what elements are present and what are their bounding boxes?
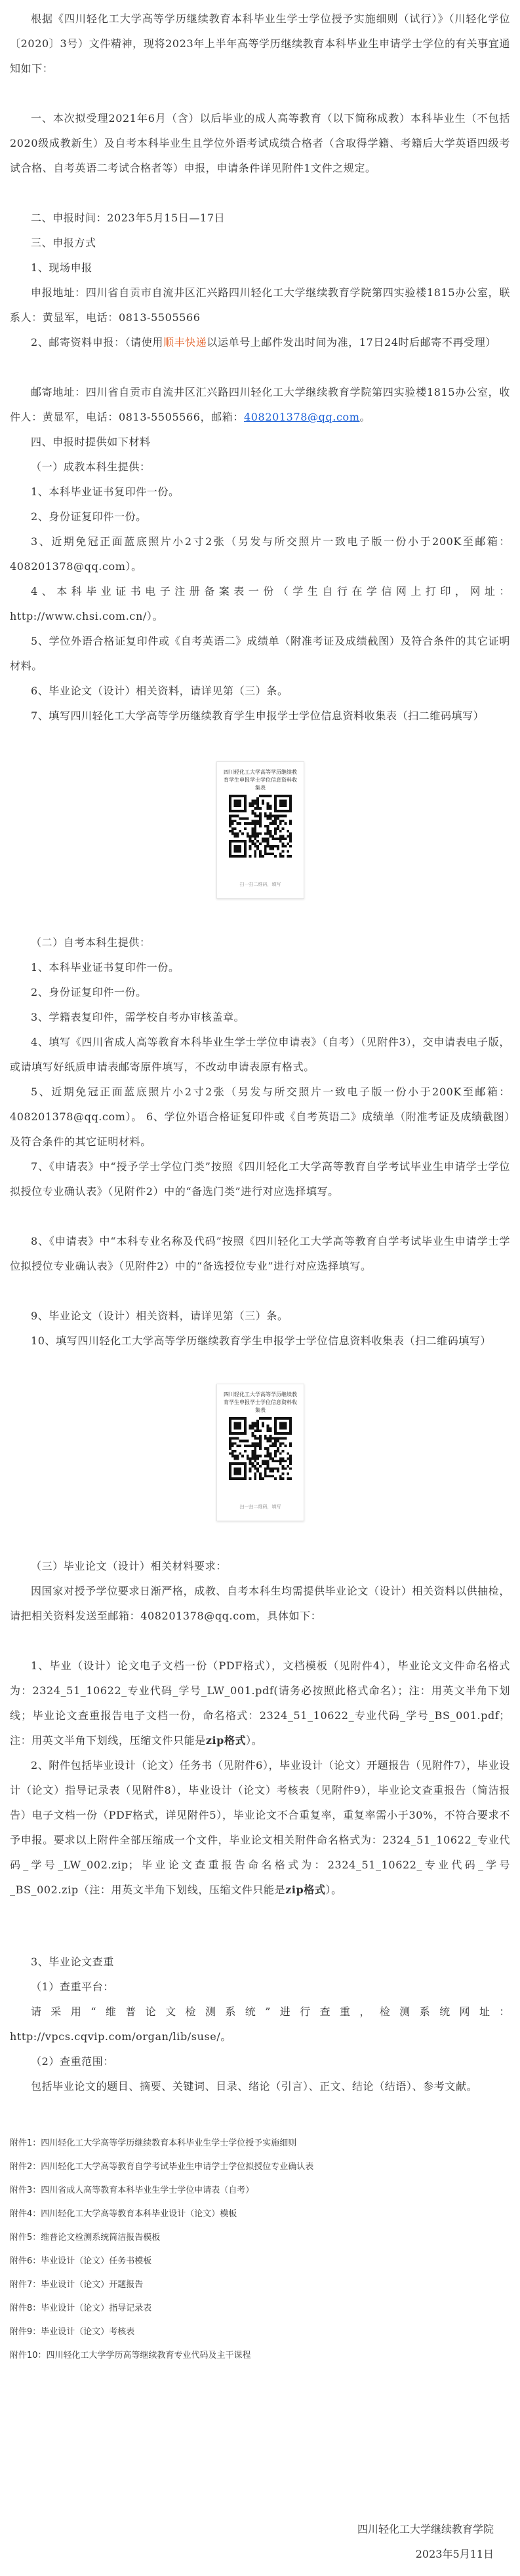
check-scope-heading: （2）查重范围： [31,2055,114,2068]
self-study-item-5-6: 5、近期免冠正面蓝底照片小2寸2张（另发与所交照片一致电子版一份小于200K至邮箱：408201378@qq.com）。 6、学位外语合格证复印件或《自考英语二》成绩单（附准考证及成绩截图）及符合条件的其它证明材料。 [10,1086,510,1148]
self-study-item-2: 2、身份证复印件一份。 [31,986,147,998]
qr-card-caption: 扫一扫二维码，填写 [239,882,281,887]
qr-code-image [229,795,292,858]
thesis-item-1-end: ）。 [246,1734,263,1747]
thesis-item-2-end: ）。 [325,1884,342,1896]
section-4-heading: 四、申报时提供如下材料 [31,436,151,448]
thesis-item-2 [10,1753,510,1903]
section-3-heading: 三、申报方式 [31,237,96,249]
attachment-item[interactable]: 附件5：维普论文检测系统简洁报告模板 [10,2233,161,2243]
attachment-item[interactable]: 附件4：四川轻化工大学高等教育本科毕业设计（论文）模板 [10,2209,237,2219]
adult-ed-item-1: 1、本科毕业证书复印件一份。 [31,485,180,498]
self-study-item-8: 8、《申请表》中“本科专业名称及代码”按照《四川轻化工大学高等教育自学考试毕业生申请学士学位拟授位专业确认表》（见附件2）中的“备选授位专业”进行对应选择填写。 [10,1235,510,1272]
mail-submission-text-c: 以运单号上邮件发出时间为准，17日24时后邮寄不再受理） [207,336,496,349]
plagiarism-check-heading: 3、毕业论文查重 [31,1956,114,1968]
adult-ed-item-2: 2、身份证复印件一份。 [31,510,147,523]
email-link[interactable]: 408201378@qq.com [243,411,360,423]
adult-ed-item-4: 4、本科毕业证书电子注册备案表一份（学生自行在学信网上打印，网址：http://www.chsi.com.cn/）。 [10,585,510,622]
mail-submission-paragraph [10,330,510,355]
thesis-requirements-intro: 因国家对授予学位要求日渐严格，成教、自考本科生均需提供毕业论文（设计）相关资料以供抽检，请把相关资料发送至邮箱：408201378@qq.com，具体如下： [10,1585,510,1622]
attachment-item[interactable]: 附件7：毕业设计（论文）开题报告 [10,2280,144,2290]
attachment-item[interactable]: 附件2：四川轻化工大学高等教育自学考试毕业生申请学士学位拟授位专业确认表 [10,2162,314,2172]
attachment-item[interactable]: 附件6：毕业设计（论文）任务书模板 [10,2256,152,2266]
section-2-heading: 二、申报时间：2023年5月15日—17日 [31,212,226,224]
adult-ed-item-5: 5、学位外语合格证复印件或《自考英语二》成绩单（附准考证及成绩截图）及符合条件的其它证明材料。 [10,635,510,672]
adult-ed-heading: （一）成教本科生提供： [31,461,151,473]
onsite-address: 申报地址：四川省自贡市自流井区汇兴路四川轻化工大学继续教育学院第四实验楼1815办公室，联系人：黄显军，电话：0813-5505566 [10,286,510,324]
attachment-item[interactable]: 附件9：毕业设计（论文）考核表 [10,2327,135,2337]
thesis-item-1 [10,1654,510,1753]
mail-submission-text-a: 2、邮寄资料申报：（请使用 [31,336,163,349]
self-study-item-7: 7、《申请表》中“授予学士学位门类”按照《四川轻化工大学高等教育自学考试毕业生申请学士学位拟授位专业确认表》（见附件2）中的“备选门类”进行对应选择填写。 [10,1160,510,1198]
self-study-item-1: 1、本科毕业证书复印件一份。 [31,961,180,974]
onsite-submission-heading: 1、现场申报 [31,261,92,274]
signature-org: 四川轻化工大学继续教育学院 [357,2523,494,2535]
qr-card-caption: 扫一扫二维码，填写 [239,1504,281,1509]
adult-ed-item-7: 7、填写四川轻化工大学高等学历继续教育学生申报学士学位信息资料收集表（扫二维码填写） [31,710,485,722]
self-study-item-3: 3、学籍表复印件，需学校自考办审核盖章。 [31,1011,245,1023]
check-platform-text: 请采用“维普论文检测系统”进行查重，检测系统网址：http://vpcs.cqvip.com/organ/lib/suse/。 [10,2005,510,2043]
self-study-item-4: 4、填写《四川省成人高等教育本科毕业生学士学位申请表》（自考）（见附件3），交申请表电子版，或请填写好纸质申请表邮寄原件填写，不改动申请表原有格式。 [10,1036,510,1073]
check-platform-heading: （1）查重平台： [31,1980,114,1993]
mail-address-paragraph [10,380,510,430]
sf-express-highlight: 顺丰快递 [163,336,207,349]
section-1-paragraph: 一、本次拟受理2021年6月（含）以后毕业的成人高等教育（以下简称成教）本科毕业生（不包括2020级成教新生）及自考本科毕业生且学位外语考试成绩合格者（含取得学籍、考籍后大学英语四级考试合格、自考英语二考试合格者等）申报，申请条件详见附件1文件之规定。 [10,112,510,174]
thesis-requirements-heading: （三）毕业论文（设计）相关材料要求： [31,1560,227,1572]
thesis-item-1-text: 1、毕业（设计）论文电子文档一份（PDF格式），文档模板（见附件4），毕业论文文件命名格式为：2324_51_10622_专业代码_学号_LW_001.pdf(请务必按照此格式命名）；注：用英文半角下划线；毕业论文查重报告电子文档一份，命名格式：2324_51_10622_专业代码_学号_BS_001.pdf；注：用英文半角下划线，压缩文件只能是 [10,1659,510,1747]
mail-address-text: 邮寄地址：四川省自贡市自流井区汇兴路四川轻化工大学继续教育学院第四实验楼1815办公室，收件人：黄显军，电话：0813-5505566，邮箱： [10,386,510,423]
zip-format-emphasis: zip格式 [205,1734,247,1747]
signature-date: 2023年5月11日 [415,2548,494,2560]
attachment-item[interactable]: 附件8：毕业设计（论文）指导记录表 [10,2303,152,2313]
qr-code-image [229,1417,292,1480]
qr-code-card-1[interactable] [216,761,304,899]
intro-paragraph: 根据《四川轻化工大学高等学历继续教育本科毕业生学士学位授予实施细则（试行）》（川轻化学位〔2020〕3号）文件精神，现将2023年上半年高等学历继续教育本科毕业生申请学士学位的有关事宜通知如下： [10,12,510,75]
attachment-item[interactable]: 附件10：四川轻化工大学学历高等继续教育专业代码及主干课程 [10,2351,251,2360]
adult-ed-item-6: 6、毕业论文（设计）相关资料，请详见第（三）条。 [31,685,289,697]
adult-ed-item-3: 3、近期免冠正面蓝底照片小2寸2张（另发与所交照片一致电子版一份小于200K至邮箱：408201378@qq.com）。 [10,535,510,573]
attachment-item[interactable]: 附件3：四川省成人高等教育本科毕业生学士学位申请表（自考） [10,2186,254,2195]
mail-address-end: 。 [359,411,371,423]
self-study-item-9: 9、毕业论文（设计）相关资料，请详见第（三）条。 [31,1310,289,1322]
thesis-item-2-text: 2、附件包括毕业设计（论文）任务书（见附件6），毕业设计（论文）开题报告（见附件7），毕业设计（论文）指导记录表（见附件8），毕业设计（论文）考核表（见附件9），毕业论文查重报告（简洁报告）电子文档一份（PDF格式，详见附件5），毕业论文不合重复率，重复率需小于30%，不符合要求不予申报。要求以上附件全部压缩成一个文件，毕业论文相关附件命名格式为：2324_51_10622_专业代码_学号_LW_002.zip；毕业论文查重报告命名格式为：2324_51_10622_专业代码_学号_BS_002.zip（注：用英文半角下划线，压缩文件只能是 [10,1759,510,1896]
qr-card-title: 四川轻化工大学高等学历继续教育学生申报学士学位信息资料收集表 [224,1392,297,1413]
qr-card-title: 四川轻化工大学高等学历继续教育学生申报学士学位信息资料收集表 [224,769,297,791]
check-scope-text: 包括毕业论文的题目、摘要、关键词、目录、绪论（引言）、正文、结论（结语）、参考文献。 [31,2080,478,2093]
self-study-item-10: 10、填写四川轻化工大学高等学历继续教育学生申报学士学位信息资料收集表（扫二维码填写） [31,1335,492,1347]
qr-code-card-2[interactable] [216,1384,304,1521]
attachment-item[interactable]: 附件1：四川轻化工大学高等学历继续教育本科毕业生学士学位授予实施细则 [10,2138,297,2148]
self-study-heading: （二）自考本科生提供： [31,936,151,949]
zip-format-emphasis: zip格式 [285,1884,326,1896]
